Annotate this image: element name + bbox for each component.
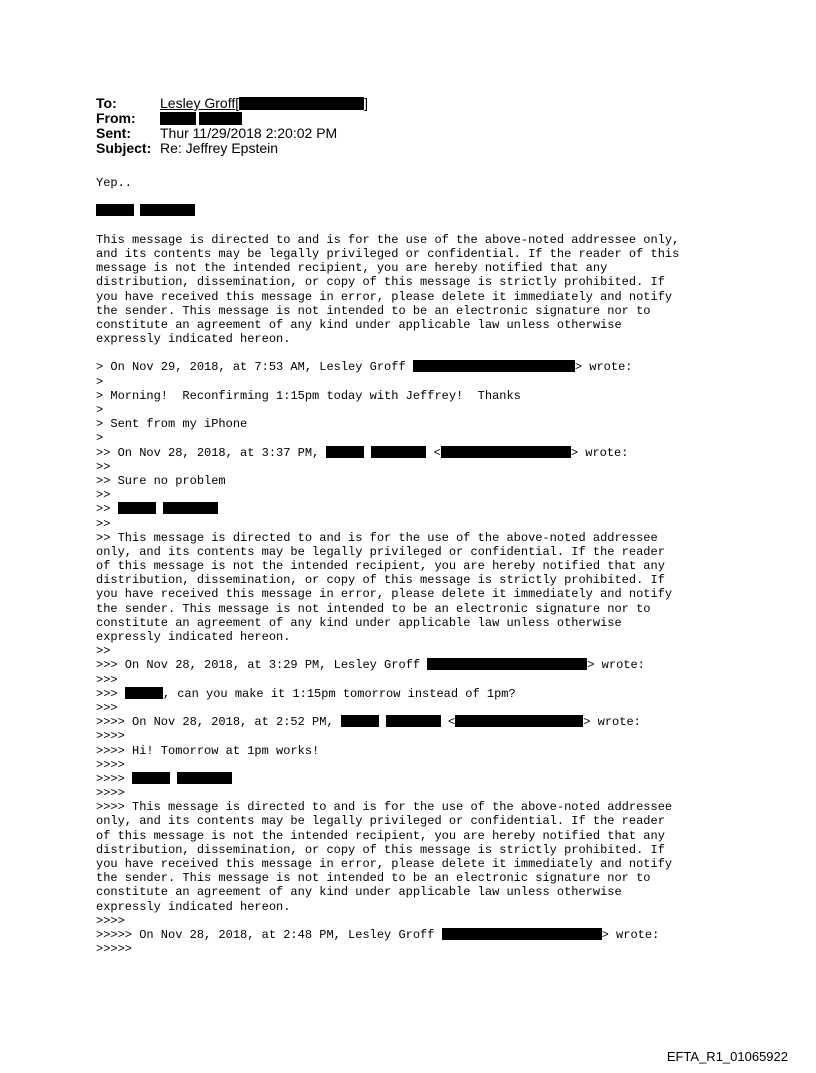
quote-text: > wrote:	[570, 445, 629, 460]
email-body	[96, 176, 746, 956]
redaction-box	[118, 502, 156, 514]
quote-line: of this message is not the intended recipient, you are hereby notified that any	[96, 559, 665, 574]
redaction-box	[341, 715, 379, 727]
quote-line: > Sent from my iPhone	[96, 417, 248, 432]
quote-line	[96, 715, 746, 729]
quote-line: constitute an agreement of any kind under applicable law unless otherwise	[96, 885, 622, 900]
quote-line	[96, 658, 746, 672]
redaction-box	[160, 112, 196, 125]
quote-line: >>>>>	[96, 942, 133, 957]
signature-line	[96, 204, 746, 218]
reply-text: Yep..	[96, 176, 133, 190]
redaction-box	[326, 446, 364, 458]
quote-line: expressly indicated hereon.	[96, 630, 291, 644]
quote-line: only, and its contents may be legally privileged or confidential. If the reader	[96, 544, 665, 559]
quote-line: >>>>	[96, 913, 125, 928]
quote-text: >>> On Nov 28, 2018, at 3:29 PM, Lesley Groff	[96, 658, 428, 673]
redaction-box	[177, 772, 232, 784]
quote-line: expressly indicated hereon.	[96, 899, 291, 914]
disclaimer-line: This message is directed to and is for the use of the above-noted addressee only,	[96, 232, 680, 247]
quote-line: distribution, dissemination, or copy of this message is strictly prohibited. If	[96, 573, 665, 588]
redaction-box	[442, 928, 602, 940]
quote-line: >>>> This message is directed to and is for the use of the above-noted addressee	[96, 800, 673, 815]
redaction-box	[371, 446, 426, 458]
quote-line: >>>>	[96, 757, 125, 772]
quote-line: you have received this message in error, please delete it immediately and notify	[96, 587, 673, 602]
subject-text: Re: Jeffrey Epstein	[160, 140, 279, 156]
disclaimer-line: constitute an agreement of any kind under applicable law unless otherwise	[96, 317, 622, 332]
to-label: To:	[96, 95, 117, 111]
sent-label: Sent:	[96, 125, 131, 141]
from-row	[96, 111, 368, 126]
quote-line: >>>	[96, 672, 118, 687]
redaction-box	[199, 112, 242, 125]
quote-line: the sender. This message is not intended to be an electronic signature nor to	[96, 601, 651, 616]
quote-line: distribution, dissemination, or copy of this message is strictly prohibited. If	[96, 842, 665, 857]
quote-text: > wrote:	[587, 658, 645, 673]
redaction-box	[132, 772, 170, 784]
quote-line	[96, 360, 746, 374]
quote-text: >>	[96, 502, 118, 517]
quote-text: >>>> On Nov 28, 2018, at 2:52 PM,	[96, 715, 341, 730]
quote-line: constitute an agreement of any kind under applicable law unless otherwise	[96, 615, 622, 630]
quote-line	[96, 502, 746, 516]
redaction-box	[386, 715, 441, 727]
to-bracket-close: ]	[364, 95, 369, 111]
quote-line: >>>>	[96, 729, 125, 744]
to-recipient: Lesley Groff	[160, 95, 236, 111]
quote-text: >>>>> On Nov 28, 2018, at 2:48 PM, Lesley Groff	[96, 927, 442, 942]
from-label: From:	[96, 110, 136, 126]
quote-text: > wrote:	[601, 927, 660, 942]
quote-text: > wrote:	[574, 360, 633, 375]
disclaimer-line: the sender. This message is not intended to be an electronic signature nor to	[96, 303, 651, 318]
quote-line: you have received this message in error, please delete it immediately and notify	[96, 857, 673, 871]
quote-line	[96, 446, 746, 460]
quote-line: only, and its contents may be legally privileged or confidential. If the reader	[96, 814, 665, 829]
quote-line: >>	[96, 459, 111, 474]
subject-label: Subject:	[96, 140, 152, 156]
redaction-box	[441, 446, 571, 458]
redaction-box	[125, 687, 163, 699]
to-row	[96, 96, 368, 111]
disclaimer-line: distribution, dissemination, or copy of this message is strictly prohibited. If	[96, 275, 665, 290]
quote-line: >>>> Hi! Tomorrow at 1pm works!	[96, 743, 320, 758]
quote-line: >>	[96, 644, 111, 659]
quote-line: >	[96, 431, 104, 446]
quote-text: >>>>	[96, 771, 133, 786]
quote-line: >> This message is directed to and is for the use of the above-noted addressee	[96, 530, 658, 545]
quote-text: > On Nov 29, 2018, at 7:53 AM, Lesley Groff	[96, 360, 413, 375]
disclaimer-line: message is not the intended recipient, you are hereby notified that any	[96, 261, 608, 276]
quote-text: > wrote:	[583, 715, 641, 730]
redaction-box	[96, 204, 134, 216]
redaction-box	[455, 715, 583, 727]
quote-line: > Morning! Reconfirming 1:15pm today with Jeffrey! Thanks	[96, 388, 521, 403]
subject-row	[96, 141, 368, 156]
sent-date: Thur 11/29/2018 2:20:02 PM	[160, 125, 338, 141]
sent-row	[96, 126, 368, 141]
quote-line: the sender. This message is not intended to be an electronic signature nor to	[96, 871, 651, 886]
quote-line: of this message is not the intended recipient, you are hereby notified that any	[96, 828, 665, 843]
quote-line: >	[96, 403, 104, 417]
quote-text: <	[426, 445, 441, 460]
quote-text: , can you make it 1:15pm tomorrow instead of 1pm?	[162, 686, 516, 701]
quote-line: >> Sure no problem	[96, 473, 226, 488]
redaction-box	[413, 360, 575, 372]
quote-line	[96, 928, 746, 942]
disclaimer-line: and its contents may be legally privileged or confidential. If the reader of this	[96, 246, 680, 261]
to-bracket-open: [	[235, 95, 240, 111]
quote-text: >>>	[96, 686, 125, 701]
quote-line	[96, 772, 746, 786]
email-header	[96, 96, 368, 156]
redaction-box	[239, 97, 364, 110]
quote-line: >>>>	[96, 786, 125, 801]
disclaimer-line: expressly indicated hereon.	[96, 332, 291, 347]
quote-line: >>>	[96, 700, 118, 715]
quote-line: >>	[96, 516, 111, 531]
redaction-box	[427, 658, 587, 670]
quote-text: >> On Nov 28, 2018, at 3:37 PM,	[96, 445, 327, 460]
document-id: EFTA_R1_01065922	[666, 1049, 788, 1064]
disclaimer-line: you have received this message in error, please delete it immediately and notify	[96, 289, 673, 304]
quote-line	[96, 687, 746, 701]
redaction-box	[140, 204, 195, 216]
quote-line: >	[96, 374, 104, 389]
redaction-box	[163, 502, 218, 514]
quote-line: >>	[96, 488, 111, 503]
quote-text: <	[440, 715, 456, 730]
